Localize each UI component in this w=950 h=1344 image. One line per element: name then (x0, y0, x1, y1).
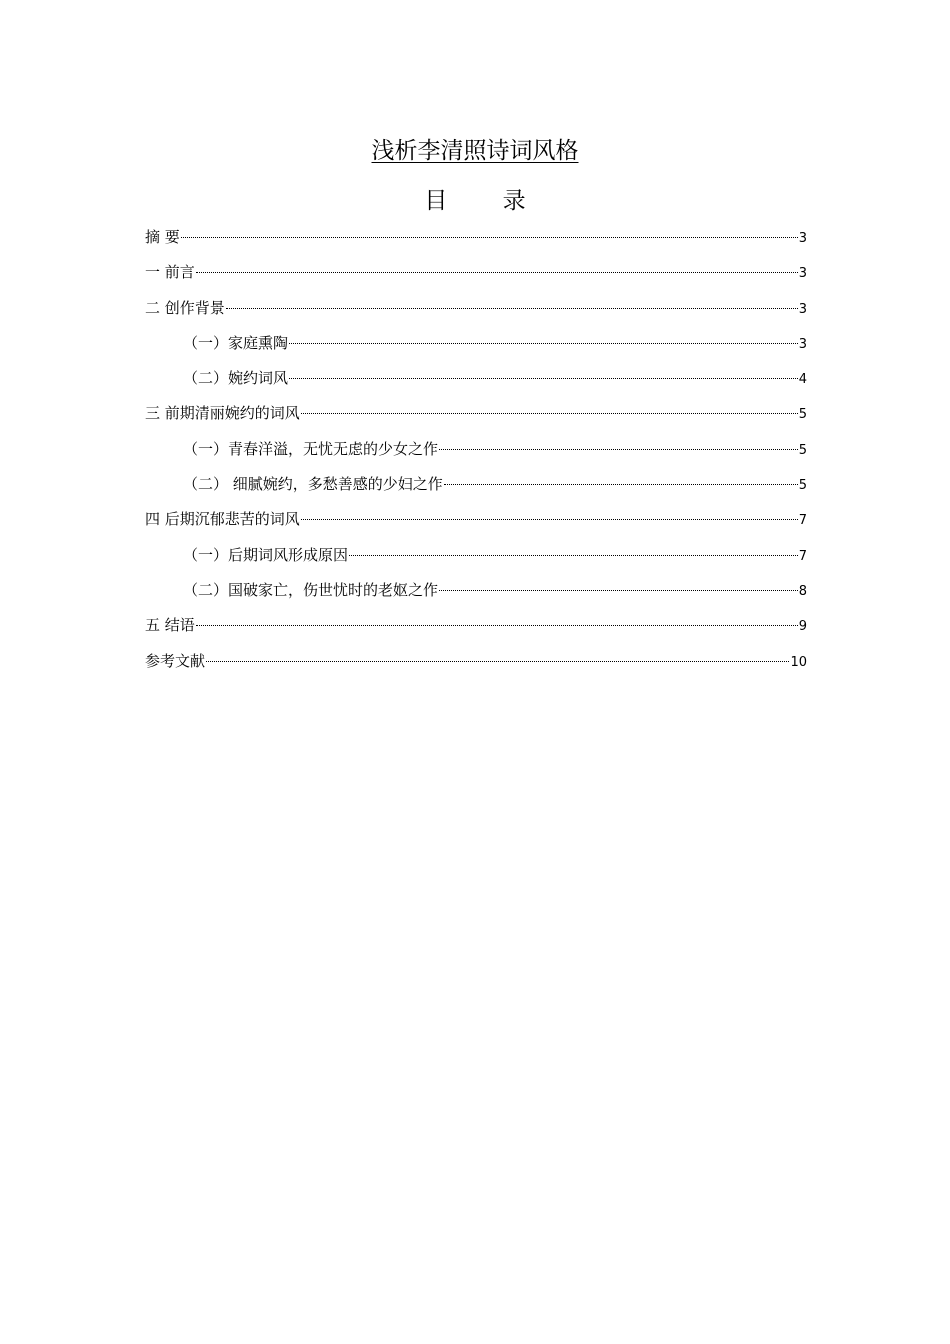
toc-entry-text: 摘 要 (145, 228, 180, 246)
toc-page-number: 7 (798, 548, 807, 564)
toc-dot-leader (196, 272, 798, 273)
toc-entry-text: （一）青春洋溢，无忧无虑的少女之作 (183, 439, 439, 458)
toc-page-number: 4 (798, 372, 807, 388)
toc-page-number: 5 (798, 478, 807, 494)
toc-entry-text: （二）国破家亡，伤世忧时的老妪之作 (183, 580, 439, 599)
toc-entry-maiden-works[interactable] (145, 432, 807, 467)
toc-entry-late-style[interactable] (145, 502, 807, 537)
toc-entry-text: 五 结语 (145, 616, 195, 635)
table-of-contents (145, 220, 807, 679)
toc-dot-leader (301, 519, 798, 520)
toc-dot-leader (226, 308, 798, 309)
toc-entry-graceful-style[interactable] (145, 361, 807, 396)
toc-page-number: 3 (798, 336, 807, 352)
toc-page-number: 5 (798, 442, 807, 458)
toc-page-number: 8 (798, 583, 807, 599)
toc-page-number: 3 (798, 301, 807, 317)
toc-page-number: 3 (798, 231, 807, 246)
toc-entry-conclusion[interactable] (145, 608, 807, 643)
toc-page-number: 3 (798, 266, 807, 282)
toc-entry-preface[interactable] (145, 255, 807, 290)
toc-page-number: 10 (790, 654, 807, 670)
toc-entry-text: 四 后期沉郁悲苦的词风 (145, 510, 300, 529)
toc-dot-leader (349, 555, 798, 556)
toc-dot-leader (439, 449, 798, 450)
toc-dot-leader (196, 625, 798, 626)
toc-entry-late-style-causes[interactable] (145, 538, 807, 573)
toc-dot-leader (444, 484, 798, 485)
toc-entry-references[interactable] (145, 644, 807, 679)
toc-page-number: 9 (798, 619, 807, 635)
toc-entry-text: 参考文献 (145, 651, 206, 670)
toc-entry-family-influence[interactable] (145, 326, 807, 361)
toc-entry-text: 二 创作背景 (145, 298, 225, 317)
toc-entry-text: （一）家庭熏陶 (183, 333, 289, 352)
toc-entry-young-wife-works[interactable] (145, 467, 807, 502)
toc-entry-text: （一）后期词风形成原因 (183, 545, 349, 564)
toc-dot-leader (301, 413, 798, 414)
toc-dot-leader (289, 378, 798, 379)
toc-page-number: 7 (798, 513, 807, 529)
toc-entry-background[interactable] (145, 291, 807, 326)
toc-entry-text: （二）婉约词风 (183, 369, 289, 388)
toc-entry-text: 一 前言 (145, 263, 195, 282)
toc-dot-leader (206, 661, 789, 662)
toc-entry-old-woman-works[interactable] (145, 573, 807, 608)
toc-page-number: 5 (798, 407, 807, 423)
toc-dot-leader (439, 590, 798, 591)
toc-entry-text: 三 前期清丽婉约的词风 (145, 404, 300, 423)
toc-entry-abstract[interactable] (145, 220, 807, 255)
toc-heading: 目 录 (424, 188, 550, 214)
document-title: 浅析李清照诗词风格 (371, 138, 579, 164)
toc-dot-leader (289, 343, 798, 344)
toc-dot-leader (181, 237, 798, 238)
toc-entry-text: （二） 细腻婉约，多愁善感的少妇之作 (183, 475, 443, 494)
toc-entry-early-style[interactable] (145, 396, 807, 431)
